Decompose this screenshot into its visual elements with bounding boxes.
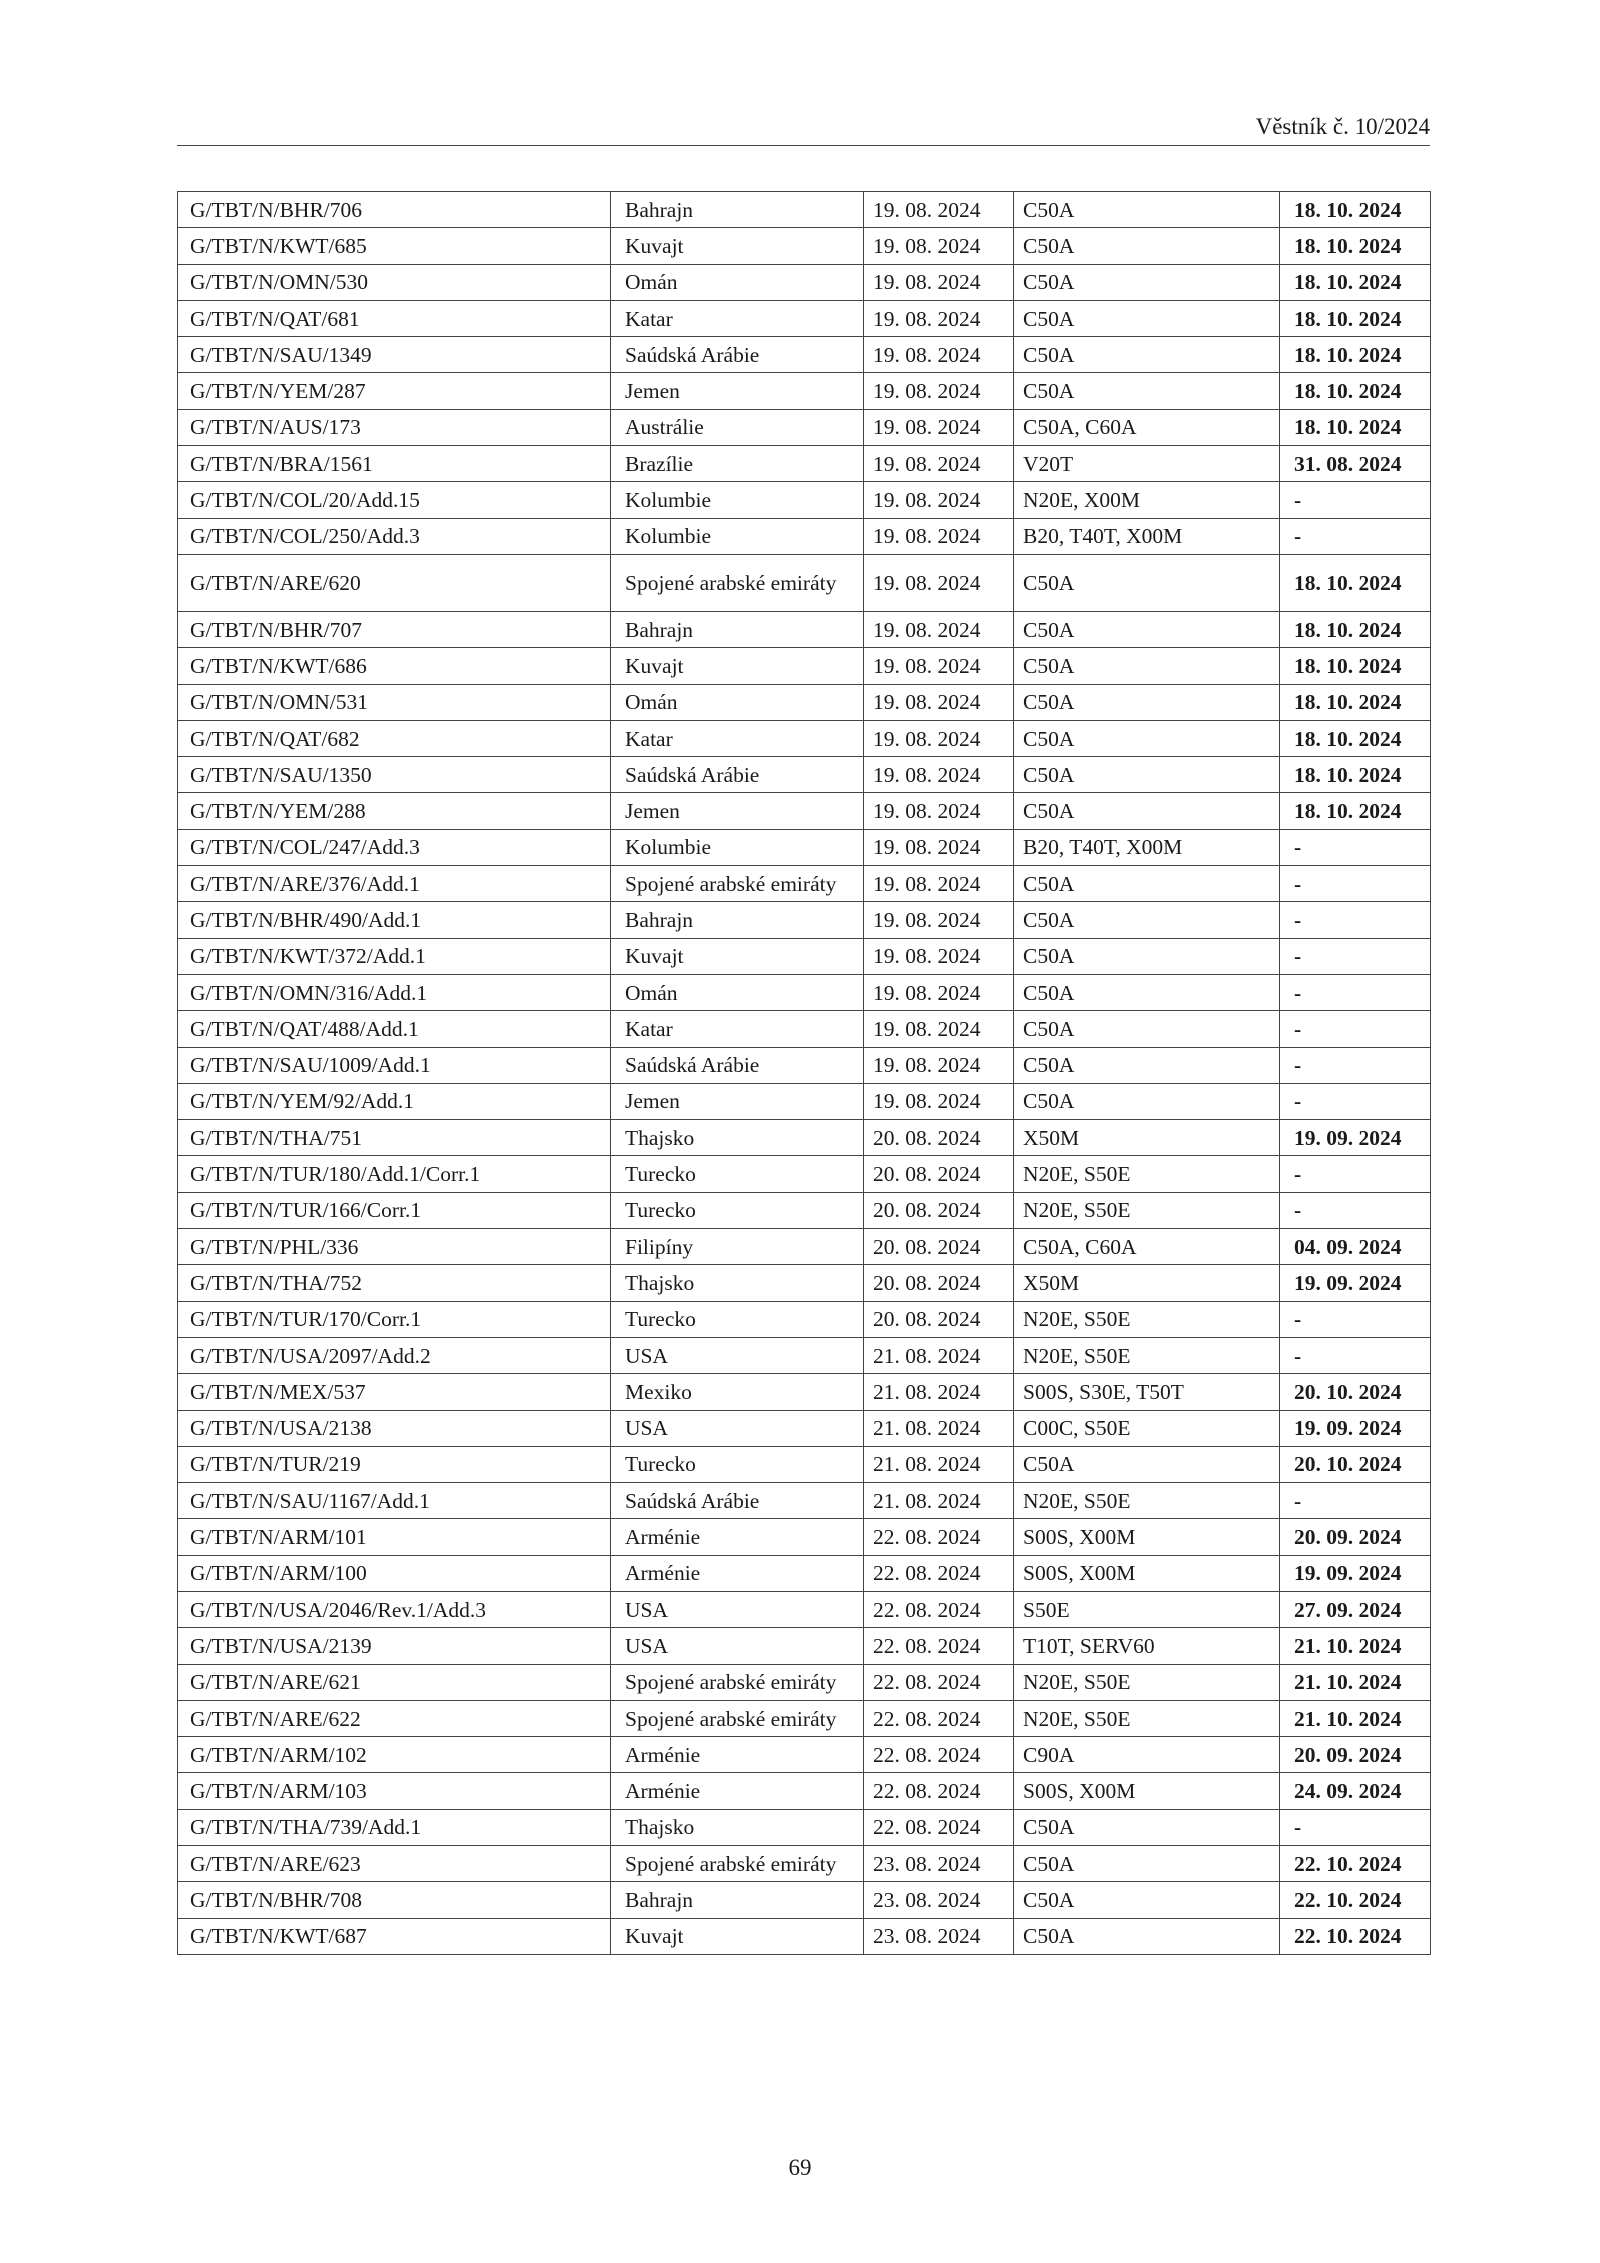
notification-date-cell: 19. 08. 2024 [864, 446, 1014, 482]
notification-date-cell: 23. 08. 2024 [864, 1918, 1014, 1954]
product-codes-cell: N20E, S50E [1014, 1192, 1280, 1228]
comment-deadline-cell: - [1280, 829, 1431, 865]
comment-deadline-cell: 19. 09. 2024 [1280, 1410, 1431, 1446]
table-row [178, 482, 1431, 518]
product-codes-cell: C50A, C60A [1014, 409, 1280, 445]
notification-date-cell: 19. 08. 2024 [864, 1047, 1014, 1083]
notification-symbol-cell: G/TBT/N/ARE/620 [178, 554, 611, 611]
country-cell: Spojené arabské emiráty [611, 866, 864, 902]
table-row [178, 554, 1431, 611]
country-cell: Arménie [611, 1737, 864, 1773]
comment-deadline-cell: 27. 09. 2024 [1280, 1591, 1431, 1627]
notification-date-cell: 19. 08. 2024 [864, 482, 1014, 518]
comment-deadline-cell: 18. 10. 2024 [1280, 264, 1431, 300]
country-cell: Mexiko [611, 1374, 864, 1410]
product-codes-cell: N20E, S50E [1014, 1301, 1280, 1337]
comment-deadline-cell: 18. 10. 2024 [1280, 228, 1431, 264]
notification-symbol-cell: G/TBT/N/ARE/622 [178, 1700, 611, 1736]
comment-deadline-cell: - [1280, 1192, 1431, 1228]
notification-date-cell: 22. 08. 2024 [864, 1555, 1014, 1591]
notification-date-cell: 20. 08. 2024 [864, 1156, 1014, 1192]
comment-deadline-cell: 21. 10. 2024 [1280, 1700, 1431, 1736]
product-codes-cell: C50A [1014, 192, 1280, 228]
comment-deadline-cell: 20. 10. 2024 [1280, 1374, 1431, 1410]
notification-symbol-cell: G/TBT/N/PHL/336 [178, 1229, 611, 1265]
product-codes-cell: N20E, S50E [1014, 1700, 1280, 1736]
notification-symbol-cell: G/TBT/N/USA/2097/Add.2 [178, 1337, 611, 1373]
table-row [178, 757, 1431, 793]
notification-symbol-cell: G/TBT/N/ARE/376/Add.1 [178, 866, 611, 902]
product-codes-cell: C90A [1014, 1737, 1280, 1773]
country-cell: Turecko [611, 1156, 864, 1192]
table-row [178, 648, 1431, 684]
country-cell: Filipíny [611, 1229, 864, 1265]
comment-deadline-cell: - [1280, 1156, 1431, 1192]
notification-symbol-cell: G/TBT/N/BRA/1561 [178, 446, 611, 482]
notification-symbol-cell: G/TBT/N/BHR/708 [178, 1882, 611, 1918]
notification-date-cell: 22. 08. 2024 [864, 1700, 1014, 1736]
product-codes-cell: C50A [1014, 866, 1280, 902]
country-cell: USA [611, 1628, 864, 1664]
country-cell: USA [611, 1337, 864, 1373]
notification-symbol-cell: G/TBT/N/TUR/170/Corr.1 [178, 1301, 611, 1337]
comment-deadline-cell: 04. 09. 2024 [1280, 1229, 1431, 1265]
table-row [178, 1918, 1431, 1954]
country-cell: Thajsko [611, 1120, 864, 1156]
product-codes-cell: C50A [1014, 554, 1280, 611]
product-codes-cell: C50A [1014, 938, 1280, 974]
notification-date-cell: 21. 08. 2024 [864, 1446, 1014, 1482]
notification-date-cell: 19. 08. 2024 [864, 373, 1014, 409]
country-cell: Austrálie [611, 409, 864, 445]
country-cell: Katar [611, 1011, 864, 1047]
table-body [178, 192, 1431, 1955]
notification-symbol-cell: G/TBT/N/SAU/1349 [178, 337, 611, 373]
comment-deadline-cell: - [1280, 1301, 1431, 1337]
notification-date-cell: 19. 08. 2024 [864, 1083, 1014, 1119]
notification-date-cell: 19. 08. 2024 [864, 974, 1014, 1010]
table-row [178, 373, 1431, 409]
notification-symbol-cell: G/TBT/N/ARE/623 [178, 1846, 611, 1882]
country-cell: Spojené arabské emiráty [611, 1664, 864, 1700]
comment-deadline-cell: - [1280, 1483, 1431, 1519]
notification-date-cell: 19. 08. 2024 [864, 611, 1014, 647]
country-cell: Thajsko [611, 1809, 864, 1845]
page-number: 69 [788, 2155, 812, 2180]
notification-symbol-cell: G/TBT/N/MEX/537 [178, 1374, 611, 1410]
table-row [178, 1156, 1431, 1192]
notification-symbol-cell: G/TBT/N/USA/2046/Rev.1/Add.3 [178, 1591, 611, 1627]
country-cell: Spojené arabské emiráty [611, 1700, 864, 1736]
table-row [178, 518, 1431, 554]
comment-deadline-cell: 18. 10. 2024 [1280, 337, 1431, 373]
notification-date-cell: 22. 08. 2024 [864, 1591, 1014, 1627]
notification-symbol-cell: G/TBT/N/ARE/621 [178, 1664, 611, 1700]
notification-date-cell: 20. 08. 2024 [864, 1301, 1014, 1337]
comment-deadline-cell: - [1280, 518, 1431, 554]
notification-date-cell: 22. 08. 2024 [864, 1519, 1014, 1555]
comment-deadline-cell: 31. 08. 2024 [1280, 446, 1431, 482]
product-codes-cell: S00S, X00M [1014, 1519, 1280, 1555]
table-row [178, 1192, 1431, 1228]
product-codes-cell: C50A [1014, 684, 1280, 720]
comment-deadline-cell: 18. 10. 2024 [1280, 192, 1431, 228]
notification-symbol-cell: G/TBT/N/BHR/707 [178, 611, 611, 647]
notification-date-cell: 22. 08. 2024 [864, 1628, 1014, 1664]
table-row [178, 1700, 1431, 1736]
product-codes-cell: B20, T40T, X00M [1014, 518, 1280, 554]
notification-date-cell: 23. 08. 2024 [864, 1882, 1014, 1918]
notification-date-cell: 19. 08. 2024 [864, 192, 1014, 228]
comment-deadline-cell: - [1280, 1337, 1431, 1373]
comment-deadline-cell: - [1280, 1809, 1431, 1845]
product-codes-cell: X50M [1014, 1265, 1280, 1301]
notification-symbol-cell: G/TBT/N/TUR/166/Corr.1 [178, 1192, 611, 1228]
notification-date-cell: 19. 08. 2024 [864, 518, 1014, 554]
table-row [178, 1519, 1431, 1555]
comment-deadline-cell: 18. 10. 2024 [1280, 554, 1431, 611]
country-cell: Saúdská Arábie [611, 1483, 864, 1519]
product-codes-cell: C50A [1014, 373, 1280, 409]
country-cell: USA [611, 1410, 864, 1446]
country-cell: Bahrajn [611, 1882, 864, 1918]
product-codes-cell: N20E, S50E [1014, 1664, 1280, 1700]
table-row [178, 1410, 1431, 1446]
country-cell: Spojené arabské emiráty [611, 1846, 864, 1882]
product-codes-cell: C00C, S50E [1014, 1410, 1280, 1446]
table-row [178, 938, 1431, 974]
notification-date-cell: 21. 08. 2024 [864, 1374, 1014, 1410]
notification-symbol-cell: G/TBT/N/QAT/681 [178, 300, 611, 336]
table-row [178, 1809, 1431, 1845]
notification-symbol-cell: G/TBT/N/ARM/100 [178, 1555, 611, 1591]
table-row [178, 1737, 1431, 1773]
country-cell: Kuvajt [611, 938, 864, 974]
notification-symbol-cell: G/TBT/N/KWT/372/Add.1 [178, 938, 611, 974]
notification-date-cell: 22. 08. 2024 [864, 1737, 1014, 1773]
table-row [178, 829, 1431, 865]
product-codes-cell: C50A [1014, 1918, 1280, 1954]
comment-deadline-cell: - [1280, 1083, 1431, 1119]
table-row [178, 1265, 1431, 1301]
notification-date-cell: 23. 08. 2024 [864, 1846, 1014, 1882]
table-row [178, 974, 1431, 1010]
country-cell: Spojené arabské emiráty [611, 554, 864, 611]
notification-symbol-cell: G/TBT/N/AUS/173 [178, 409, 611, 445]
product-codes-cell: C50A [1014, 1083, 1280, 1119]
product-codes-cell: C50A [1014, 228, 1280, 264]
notification-symbol-cell: G/TBT/N/COL/247/Add.3 [178, 829, 611, 865]
table-row [178, 1047, 1431, 1083]
notification-symbol-cell: G/TBT/N/YEM/288 [178, 793, 611, 829]
notification-symbol-cell: G/TBT/N/SAU/1167/Add.1 [178, 1483, 611, 1519]
comment-deadline-cell: 18. 10. 2024 [1280, 757, 1431, 793]
product-codes-cell: N20E, X00M [1014, 482, 1280, 518]
country-cell: Jemen [611, 793, 864, 829]
country-cell: Saúdská Arábie [611, 1047, 864, 1083]
country-cell: Jemen [611, 1083, 864, 1119]
notification-symbol-cell: G/TBT/N/SAU/1009/Add.1 [178, 1047, 611, 1083]
notification-symbol-cell: G/TBT/N/KWT/686 [178, 648, 611, 684]
comment-deadline-cell: - [1280, 1011, 1431, 1047]
comment-deadline-cell: 20. 09. 2024 [1280, 1519, 1431, 1555]
notification-symbol-cell: G/TBT/N/KWT/685 [178, 228, 611, 264]
table-row [178, 866, 1431, 902]
notification-date-cell: 21. 08. 2024 [864, 1483, 1014, 1519]
notification-symbol-cell: G/TBT/N/USA/2139 [178, 1628, 611, 1664]
comment-deadline-cell: 19. 09. 2024 [1280, 1265, 1431, 1301]
notification-date-cell: 19. 08. 2024 [864, 829, 1014, 865]
product-codes-cell: C50A [1014, 1882, 1280, 1918]
comment-deadline-cell: 18. 10. 2024 [1280, 373, 1431, 409]
table-row [178, 1374, 1431, 1410]
product-codes-cell: C50A [1014, 757, 1280, 793]
comment-deadline-cell: - [1280, 1047, 1431, 1083]
country-cell: Turecko [611, 1301, 864, 1337]
notification-symbol-cell: G/TBT/N/YEM/92/Add.1 [178, 1083, 611, 1119]
product-codes-cell: S00S, S30E, T50T [1014, 1374, 1280, 1410]
country-cell: Bahrajn [611, 192, 864, 228]
country-cell: USA [611, 1591, 864, 1627]
notification-date-cell: 21. 08. 2024 [864, 1337, 1014, 1373]
notification-date-cell: 19. 08. 2024 [864, 866, 1014, 902]
notification-date-cell: 19. 08. 2024 [864, 300, 1014, 336]
notification-date-cell: 19. 08. 2024 [864, 409, 1014, 445]
comment-deadline-cell: 18. 10. 2024 [1280, 684, 1431, 720]
notification-symbol-cell: G/TBT/N/THA/752 [178, 1265, 611, 1301]
table-row [178, 409, 1431, 445]
product-codes-cell: C50A [1014, 648, 1280, 684]
notification-symbol-cell: G/TBT/N/OMN/531 [178, 684, 611, 720]
notification-symbol-cell: G/TBT/N/THA/751 [178, 1120, 611, 1156]
product-codes-cell: C50A, C60A [1014, 1229, 1280, 1265]
table-row [178, 446, 1431, 482]
country-cell: Saúdská Arábie [611, 337, 864, 373]
table-row [178, 1337, 1431, 1373]
notification-date-cell: 19. 08. 2024 [864, 793, 1014, 829]
comment-deadline-cell: - [1280, 938, 1431, 974]
product-codes-cell: C50A [1014, 902, 1280, 938]
comment-deadline-cell: 20. 10. 2024 [1280, 1446, 1431, 1482]
comment-deadline-cell: 18. 10. 2024 [1280, 648, 1431, 684]
table-row [178, 1773, 1431, 1809]
notification-date-cell: 19. 08. 2024 [864, 1011, 1014, 1047]
notification-symbol-cell: G/TBT/N/COL/250/Add.3 [178, 518, 611, 554]
comment-deadline-cell: - [1280, 482, 1431, 518]
comment-deadline-cell: - [1280, 974, 1431, 1010]
notification-date-cell: 19. 08. 2024 [864, 554, 1014, 611]
product-codes-cell: S00S, X00M [1014, 1773, 1280, 1809]
product-codes-cell: C50A [1014, 1446, 1280, 1482]
product-codes-cell: C50A [1014, 337, 1280, 373]
country-cell: Kolumbie [611, 518, 864, 554]
country-cell: Katar [611, 300, 864, 336]
table-row [178, 1301, 1431, 1337]
comment-deadline-cell: 22. 10. 2024 [1280, 1846, 1431, 1882]
country-cell: Bahrajn [611, 902, 864, 938]
table-row [178, 684, 1431, 720]
table-row [178, 1446, 1431, 1482]
notification-symbol-cell: G/TBT/N/TUR/180/Add.1/Corr.1 [178, 1156, 611, 1192]
notification-date-cell: 22. 08. 2024 [864, 1809, 1014, 1845]
notification-date-cell: 19. 08. 2024 [864, 228, 1014, 264]
notification-symbol-cell: G/TBT/N/QAT/488/Add.1 [178, 1011, 611, 1047]
bulletin-title: Věstník č. 10/2024 [1255, 114, 1430, 139]
page-header [177, 108, 1430, 146]
product-codes-cell: B20, T40T, X00M [1014, 829, 1280, 865]
table-row [178, 1664, 1431, 1700]
comment-deadline-cell: - [1280, 866, 1431, 902]
product-codes-cell: X50M [1014, 1120, 1280, 1156]
country-cell: Turecko [611, 1192, 864, 1228]
comment-deadline-cell: - [1280, 902, 1431, 938]
product-codes-cell: N20E, S50E [1014, 1337, 1280, 1373]
notification-symbol-cell: G/TBT/N/ARM/103 [178, 1773, 611, 1809]
table-row [178, 228, 1431, 264]
table-row [178, 793, 1431, 829]
notification-symbol-cell: G/TBT/N/BHR/706 [178, 192, 611, 228]
comment-deadline-cell: 19. 09. 2024 [1280, 1120, 1431, 1156]
notification-date-cell: 19. 08. 2024 [864, 648, 1014, 684]
country-cell: Arménie [611, 1519, 864, 1555]
notifications-table [177, 191, 1431, 1955]
notification-symbol-cell: G/TBT/N/BHR/490/Add.1 [178, 902, 611, 938]
comment-deadline-cell: 18. 10. 2024 [1280, 409, 1431, 445]
product-codes-cell: S00S, X00M [1014, 1555, 1280, 1591]
table-row [178, 337, 1431, 373]
notification-date-cell: 22. 08. 2024 [864, 1664, 1014, 1700]
product-codes-cell: S50E [1014, 1591, 1280, 1627]
comment-deadline-cell: 22. 10. 2024 [1280, 1882, 1431, 1918]
country-cell: Kolumbie [611, 482, 864, 518]
country-cell: Omán [611, 684, 864, 720]
table-row [178, 720, 1431, 756]
notification-symbol-cell: G/TBT/N/USA/2138 [178, 1410, 611, 1446]
notification-symbol-cell: G/TBT/N/SAU/1350 [178, 757, 611, 793]
comment-deadline-cell: 24. 09. 2024 [1280, 1773, 1431, 1809]
table-row [178, 1882, 1431, 1918]
country-cell: Kuvajt [611, 1918, 864, 1954]
product-codes-cell: N20E, S50E [1014, 1156, 1280, 1192]
product-codes-cell: C50A [1014, 793, 1280, 829]
notification-symbol-cell: G/TBT/N/KWT/687 [178, 1918, 611, 1954]
country-cell: Arménie [611, 1773, 864, 1809]
notification-date-cell: 20. 08. 2024 [864, 1229, 1014, 1265]
table-row [178, 264, 1431, 300]
notification-date-cell: 19. 08. 2024 [864, 684, 1014, 720]
table-row [178, 902, 1431, 938]
notification-date-cell: 19. 08. 2024 [864, 720, 1014, 756]
notification-date-cell: 19. 08. 2024 [864, 264, 1014, 300]
comment-deadline-cell: 19. 09. 2024 [1280, 1555, 1431, 1591]
table-row [178, 1628, 1431, 1664]
table-row [178, 1011, 1431, 1047]
product-codes-cell: C50A [1014, 300, 1280, 336]
table-row [178, 1483, 1431, 1519]
country-cell: Saúdská Arábie [611, 757, 864, 793]
notification-symbol-cell: G/TBT/N/OMN/316/Add.1 [178, 974, 611, 1010]
table-row [178, 1229, 1431, 1265]
country-cell: Jemen [611, 373, 864, 409]
notification-date-cell: 22. 08. 2024 [864, 1773, 1014, 1809]
country-cell: Kolumbie [611, 829, 864, 865]
country-cell: Omán [611, 264, 864, 300]
notification-date-cell: 19. 08. 2024 [864, 757, 1014, 793]
notification-date-cell: 19. 08. 2024 [864, 938, 1014, 974]
product-codes-cell: N20E, S50E [1014, 1483, 1280, 1519]
country-cell: Turecko [611, 1446, 864, 1482]
table-row [178, 300, 1431, 336]
product-codes-cell: C50A [1014, 1846, 1280, 1882]
comment-deadline-cell: 18. 10. 2024 [1280, 300, 1431, 336]
notification-date-cell: 20. 08. 2024 [864, 1120, 1014, 1156]
product-codes-cell: T10T, SERV60 [1014, 1628, 1280, 1664]
country-cell: Katar [611, 720, 864, 756]
table-row [178, 1591, 1431, 1627]
notification-symbol-cell: G/TBT/N/YEM/287 [178, 373, 611, 409]
table-row [178, 1555, 1431, 1591]
comment-deadline-cell: 22. 10. 2024 [1280, 1918, 1431, 1954]
notification-symbol-cell: G/TBT/N/THA/739/Add.1 [178, 1809, 611, 1845]
comment-deadline-cell: 21. 10. 2024 [1280, 1664, 1431, 1700]
notification-date-cell: 20. 08. 2024 [864, 1265, 1014, 1301]
product-codes-cell: C50A [1014, 974, 1280, 1010]
notification-symbol-cell: G/TBT/N/OMN/530 [178, 264, 611, 300]
comment-deadline-cell: 18. 10. 2024 [1280, 793, 1431, 829]
notification-date-cell: 19. 08. 2024 [864, 902, 1014, 938]
comment-deadline-cell: 20. 09. 2024 [1280, 1737, 1431, 1773]
notification-symbol-cell: G/TBT/N/QAT/682 [178, 720, 611, 756]
comment-deadline-cell: 21. 10. 2024 [1280, 1628, 1431, 1664]
country-cell: Kuvajt [611, 228, 864, 264]
country-cell: Arménie [611, 1555, 864, 1591]
comment-deadline-cell: 18. 10. 2024 [1280, 611, 1431, 647]
notification-date-cell: 19. 08. 2024 [864, 337, 1014, 373]
product-codes-cell: C50A [1014, 1011, 1280, 1047]
notification-symbol-cell: G/TBT/N/COL/20/Add.15 [178, 482, 611, 518]
product-codes-cell: C50A [1014, 611, 1280, 647]
table-row [178, 611, 1431, 647]
country-cell: Thajsko [611, 1265, 864, 1301]
notification-date-cell: 21. 08. 2024 [864, 1410, 1014, 1446]
table-row [178, 1083, 1431, 1119]
country-cell: Brazílie [611, 446, 864, 482]
product-codes-cell: C50A [1014, 264, 1280, 300]
notification-symbol-cell: G/TBT/N/ARM/102 [178, 1737, 611, 1773]
table-row [178, 1120, 1431, 1156]
product-codes-cell: V20T [1014, 446, 1280, 482]
table-row [178, 1846, 1431, 1882]
country-cell: Kuvajt [611, 648, 864, 684]
comment-deadline-cell: 18. 10. 2024 [1280, 720, 1431, 756]
notification-symbol-cell: G/TBT/N/TUR/219 [178, 1446, 611, 1482]
country-cell: Bahrajn [611, 611, 864, 647]
notification-symbol-cell: G/TBT/N/ARM/101 [178, 1519, 611, 1555]
notification-date-cell: 20. 08. 2024 [864, 1192, 1014, 1228]
country-cell: Omán [611, 974, 864, 1010]
product-codes-cell: C50A [1014, 720, 1280, 756]
table-row [178, 192, 1431, 228]
product-codes-cell: C50A [1014, 1047, 1280, 1083]
product-codes-cell: C50A [1014, 1809, 1280, 1845]
